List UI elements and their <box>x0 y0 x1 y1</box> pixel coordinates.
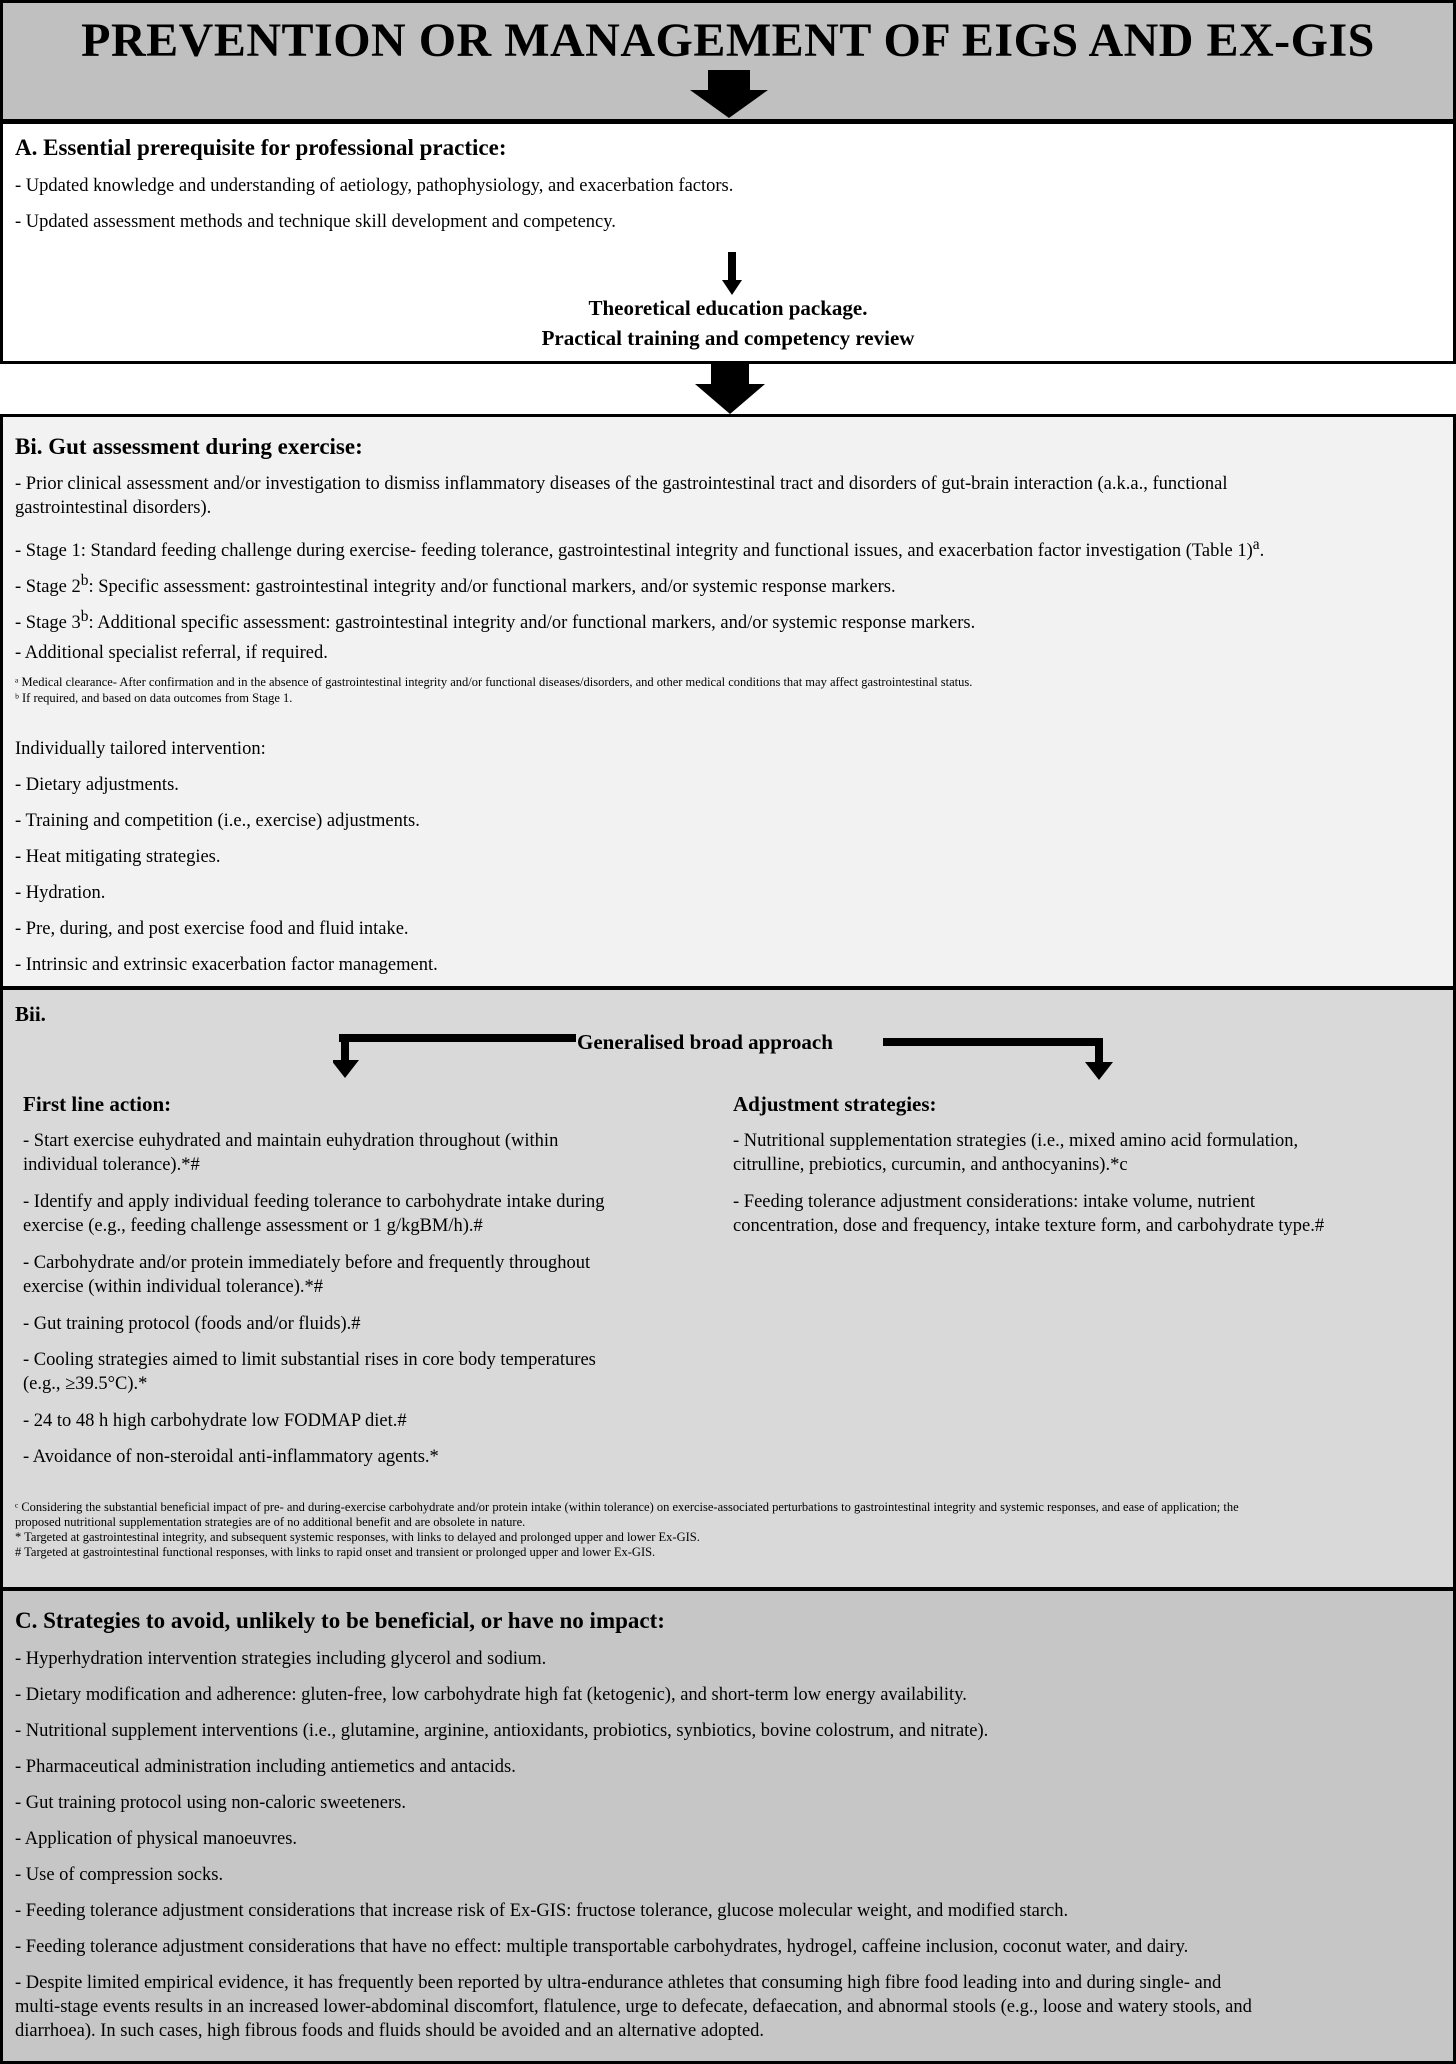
section-c-item: - Hyperhydration intervention strategies including glycerol and sodium. <box>15 1649 547 1669</box>
approach-label: Generalised broad approach <box>577 1030 833 1054</box>
adjustment-item-cont: concentration, dose and frequency, intake texture form, and carbohydrate type.# <box>733 1216 1325 1236</box>
first-line-item-cont: exercise (e.g., feeding challenge assessment or 1 g/kgBM/h).# <box>23 1216 483 1236</box>
section-a-box <box>0 121 1456 364</box>
down-arrow-icon <box>721 252 743 296</box>
section-bi-item: - Prior clinical assessment and/or investigation to dismiss inflammatory diseases of the gastrointestinal tract and disorders of gut-brain interaction (a.k.a., functional <box>15 474 1228 494</box>
section-c-item: - Gut training protocol using non-caloric sweeteners. <box>15 1793 406 1813</box>
adjustment-item-cont: citrulline, prebiotics, curcumin, and anthocyanins).*c <box>733 1155 1128 1175</box>
down-arrow-icon <box>688 70 770 120</box>
outcome-training: Practical training and competency review <box>541 326 915 350</box>
intervention-item: - Intrinsic and extrinsic exacerbation factor management. <box>15 955 438 975</box>
first-line-item: - 24 to 48 h high carbohydrate low FODMAP diet.# <box>23 1411 407 1431</box>
section-c-box <box>0 1588 1456 2064</box>
first-line-item: - Carbohydrate and/or protein immediately before and frequently throughout <box>23 1253 591 1273</box>
intervention-item: - Pre, during, and post exercise food and fluid intake. <box>15 919 409 939</box>
stage-2-sup: b <box>80 572 89 589</box>
stage-2 <box>15 569 1441 599</box>
footnote-b: ᵇ If required, and based on data outcomes from Stage 1. <box>15 691 293 705</box>
intervention-item: - Hydration. <box>15 883 106 903</box>
section-c-item: - Feeding tolerance adjustment considerations that increase risk of Ex-GIS: fructose tolerance, glucose molecular weight, and modified starch. <box>15 1901 1069 1921</box>
section-a-item: - Updated knowledge and understanding of aetiology, pathophysiology, and exacerbation factors. <box>15 176 734 196</box>
footnote-star: * Targeted at gastrointestinal integrity, and subsequent systemic responses, with links to delayed and prolonged upper and lower Ex-GIS. <box>15 1530 700 1544</box>
section-bi-box <box>0 414 1456 989</box>
section-bii-heading: Bii. <box>15 1002 46 1026</box>
first-line-heading: First line action: <box>23 1092 172 1116</box>
section-bi-heading: Bi. Gut assessment during exercise: <box>15 434 363 459</box>
intervention-item: - Dietary adjustments. <box>15 775 179 795</box>
section-a-item: - Updated assessment methods and technique skill development and competency. <box>15 212 616 232</box>
stage-1-end: . <box>1259 541 1265 562</box>
first-line-item: - Start exercise euhydrated and maintain euhydration throughout (within <box>23 1131 559 1151</box>
stage-2-text: : Specific assessment: gastrointestinal integrity and/or functional markers, and/or systemic response markers. <box>88 577 896 598</box>
first-line-item-cont: (e.g., ≥39.5°C).* <box>23 1374 148 1394</box>
first-line-item-cont: exercise (within individual tolerance).*# <box>23 1277 324 1297</box>
intervention-heading: Individually tailored intervention: <box>15 739 266 759</box>
right-branch-arrow-icon <box>1081 1038 1121 1082</box>
first-line-item-cont: individual tolerance).*# <box>23 1155 200 1175</box>
footnote-c-cont: proposed nutritional supplementation strategies are of no additional benefit and are obsolete in nature. <box>15 1515 526 1529</box>
stage-3 <box>15 605 1441 635</box>
page-title: PREVENTION OR MANAGEMENT OF EIGS AND EX-GIS <box>81 14 1375 67</box>
adjustment-item: - Feeding tolerance adjustment considerations: intake volume, nutrient <box>733 1192 1255 1212</box>
section-c-item-last: - Despite limited empirical evidence, it has frequently been reported by ultra-endurance athletes that consuming high fibre food leading into and during single- and <box>15 1973 1222 1993</box>
section-c-item-last-cont: multi-stage events results in an increased lower-abdominal discomfort, flatulence, urge to defecate, defaecation, and abnormal stools (e.g., loose and watery stools, and <box>15 1997 1252 2017</box>
footnote-a: ᵃ Medical clearance- After confirmation and in the absence of gastrointestinal integrity and/or functional diseases/disorders, and other medical conditions that may affect gastrointestinal status. <box>15 675 973 689</box>
adjustment-heading: Adjustment strategies: <box>733 1092 937 1116</box>
section-c-item: - Dietary modification and adherence: gluten-free, low carbohydrate high fat (ketogenic), and short-term low energy availability. <box>15 1685 967 1705</box>
section-c-item: - Nutritional supplement interventions (i.e., glutamine, arginine, antioxidants, probiotics, synbiotics, bovine colostrum, and nitrate). <box>15 1721 989 1741</box>
outcome-education: Theoretical education package. <box>588 296 868 320</box>
footnote-hash: # Targeted at gastrointestinal functional responses, with links to rapid onset and transient or prolonged upper and lower Ex-GIS. <box>15 1545 656 1559</box>
section-bi-item-cont: gastrointestinal disorders). <box>15 498 212 518</box>
left-branch-line <box>348 1034 576 1042</box>
section-c-item: - Use of compression socks. <box>15 1865 224 1885</box>
first-line-item: - Gut training protocol (foods and/or fluids).# <box>23 1314 361 1334</box>
stage-3-sup: b <box>80 608 89 625</box>
specialist-referral: - Additional specialist referral, if required. <box>15 643 328 663</box>
section-c-item-last-cont: diarrhoea). In such cases, high fibrous foods and fluids should be avoided and an alternative adopted. <box>15 2021 765 2041</box>
stage-3-pre: - Stage 3 <box>15 613 81 634</box>
section-c-item: - Pharmaceutical administration including antiemetics and antacids. <box>15 1757 516 1777</box>
intervention-item: - Heat mitigating strategies. <box>15 847 221 867</box>
stage-1-text: - Stage 1: Standard feeding challenge during exercise- feeding tolerance, gastrointestinal integrity and functional issues, and exacerbation factor investigation (Table 1) <box>15 541 1253 562</box>
intervention-item: - Training and competition (i.e., exercise) adjustments. <box>15 811 420 831</box>
stage-3-text: : Additional specific assessment: gastrointestinal integrity and/or functional markers, and/or systemic response markers. <box>88 613 976 634</box>
stage-1 <box>15 533 1441 563</box>
section-c-item: - Application of physical manoeuvres. <box>15 1829 298 1849</box>
adjustment-item: - Nutritional supplementation strategies (i.e., mixed amino acid formulation, <box>733 1131 1299 1151</box>
first-line-item: - Avoidance of non-steroidal anti-inflammatory agents.* <box>23 1447 439 1467</box>
section-c-heading: C. Strategies to avoid, unlikely to be beneficial, or have no impact: <box>15 1608 665 1633</box>
first-line-item: - Cooling strategies aimed to limit substantial rises in core body temperatures <box>23 1350 596 1370</box>
stage-2-pre: - Stage 2 <box>15 577 81 598</box>
down-arrow-icon <box>693 364 767 416</box>
footnote-c: ᶜ Considering the substantial beneficial impact of pre- and during-exercise carbohydrate and/or protein intake (within tolerance) on exercise-associated perturbations to gastrointestinal integrity and systemic responses, and ease of application; the <box>15 1500 1239 1514</box>
stage-1-sup: a <box>1252 536 1260 553</box>
section-c-item: - Feeding tolerance adjustment considerations that have no effect: multiple transportable carbohydrates, hydrogel, caffeine inclusion, coconut water, and dairy. <box>15 1937 1189 1957</box>
section-bii-box <box>0 987 1456 1590</box>
section-a-heading: A. Essential prerequisite for professional practice: <box>15 135 507 160</box>
first-line-item: - Identify and apply individual feeding tolerance to carbohydrate intake during <box>23 1192 605 1212</box>
right-branch-line <box>883 1038 1103 1046</box>
